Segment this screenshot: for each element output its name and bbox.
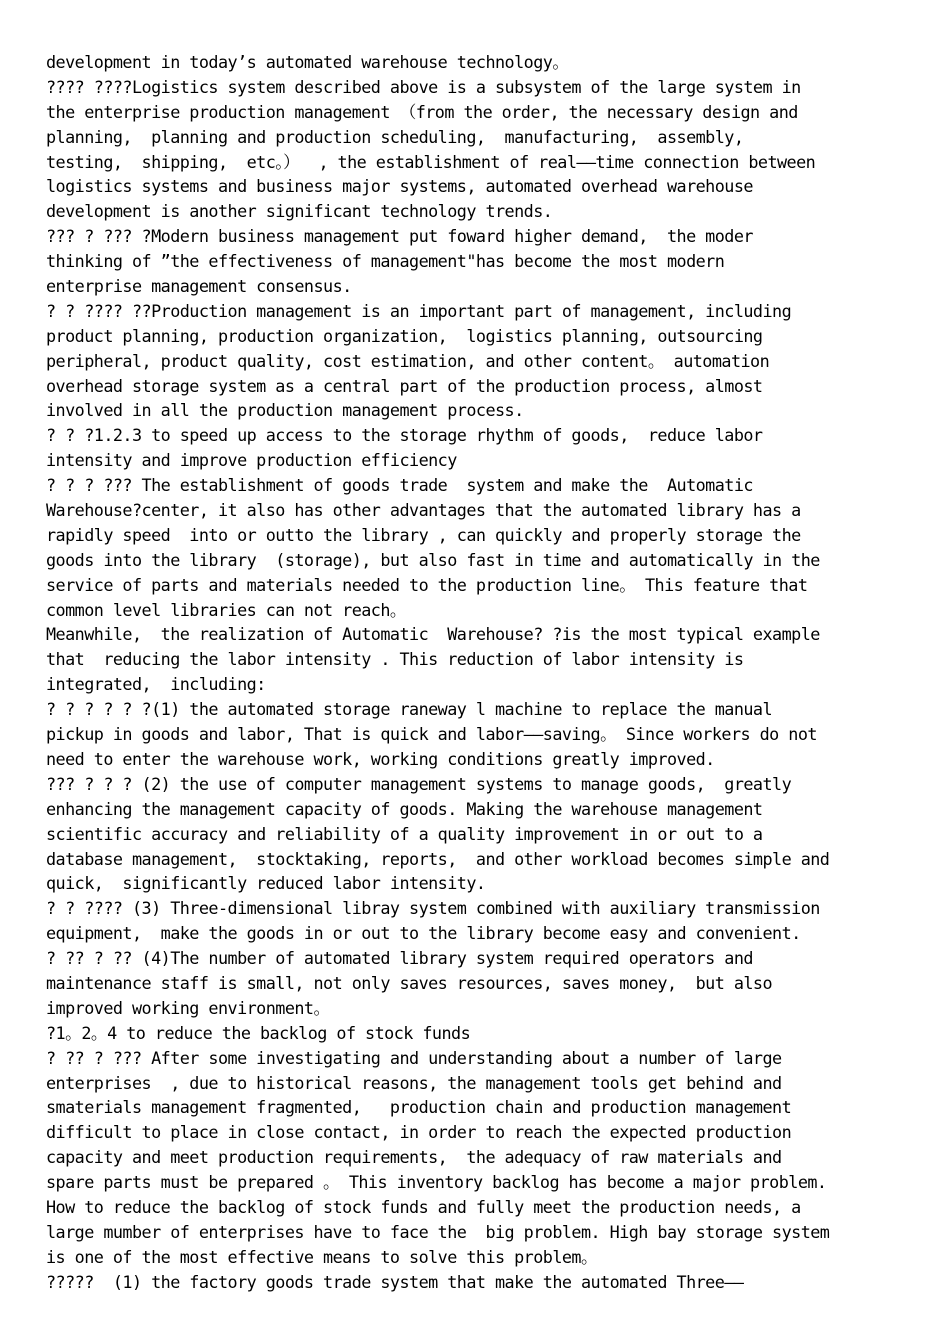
text-line: pickup in goods and labor, That is quick and labor——saving。 Since workers do not — [46, 724, 817, 745]
text-line: service of parts and materials needed to the production line。 This feature that — [46, 574, 808, 595]
text-line: is one of the most effective means to solve this problem。 — [46, 1246, 598, 1267]
text-line: common level libraries can not reach。 — [46, 599, 407, 620]
text-line: ??? ? ? ? (2) the use of computer management systems to manage goods, greatly — [46, 773, 792, 794]
text-line: large mumber of enterprises have to face the big problem. High bay storage system — [46, 1221, 830, 1242]
text-line: ? ?? ? ??? After some investigating and understanding about a number of large — [46, 1047, 782, 1068]
text-line: ? ? ???? ??Production management is an important part of management, including — [46, 300, 792, 321]
text-line: need to enter the warehouse work, working conditions greatly improved. — [46, 748, 715, 769]
text-line: enterprises , due to historical reasons, the management tools get behind and — [46, 1072, 782, 1093]
text-line: How to reduce the backlog of stock funds and fully meet the production needs, a — [46, 1196, 801, 1217]
text-line: logistics systems and business major systems, automated overhead warehouse — [46, 176, 753, 197]
text-line: ? ? ? ??? The establishment of goods trade system and make the Automatic — [46, 475, 753, 496]
text-line: ????? (1) the factory goods trade system that make the automated Three—— — [46, 1271, 744, 1292]
text-line: ? ? ?1.2.3 to speed up access to the storage rhythm of goods, reduce labor — [46, 425, 763, 446]
text-line: ? ?? ? ?? (4)The number of automated library system required operators and — [46, 948, 753, 969]
text-line: intensity and improve production efficiency — [46, 450, 457, 471]
text-line: the enterprise production management （from the order, the necessary design and — [46, 101, 798, 122]
text-line: improved working environment。 — [46, 997, 330, 1018]
text-line: equipment, make the goods in or out to the library become easy and convenient. — [46, 923, 801, 944]
text-line: enhancing the management capacity of goods. Making the warehouse management — [46, 798, 763, 819]
text-line: integrated, including: — [46, 674, 266, 695]
text-line: development in today’s automated warehouse technology。 — [46, 52, 569, 72]
text-line: Warehouse?center, it also has other advantages that the automated library has a — [46, 500, 801, 521]
text-line: ? ? ? ? ? ?(1) the automated storage raneway l machine to replace the manual — [46, 699, 773, 720]
text-line: scientific accuracy and reliability of a quality improvement in or out to a — [46, 823, 763, 844]
text-line: Meanwhile, the realization of Automatic Warehouse? ?is the most typical example — [46, 624, 820, 645]
text-line: involved in all the production management process. — [46, 400, 524, 421]
text-line: thinking of ”the effectiveness of management"has become the most modern — [46, 251, 725, 272]
text-line: maintenance staff is small, not only saves resources, saves money, but also — [46, 972, 773, 993]
text-line: ?1。2。4 to reduce the backlog of stock funds — [46, 1022, 471, 1043]
text-line: peripheral, product quality, cost estimation, and other content。 automation — [46, 350, 770, 371]
text-line: goods into the library (storage), but also fast in time and automatically in the — [46, 549, 820, 570]
text-line: rapidly speed into or outto the library , can quickly and properly storage the — [46, 524, 801, 545]
text-line: ? ? ???? (3) Three-dimensional libray system combined with auxiliary transmission — [46, 898, 820, 919]
text-line: product planning, production organization, logistics planning, outsourcing — [46, 325, 763, 346]
text-line: capacity and meet production requirements, the adequacy of raw materials and — [46, 1147, 782, 1168]
text-line: testing, shipping, etc。） , the establishment of real——time connection between — [46, 151, 816, 172]
text-line: spare parts must be prepared 。 This inventory backlog has become a major problem. — [46, 1172, 827, 1193]
text-line: planning, planning and production scheduling, manufacturing, assembly, — [46, 126, 744, 147]
text-line: development is another significant technology trends. — [46, 201, 553, 222]
text-line: enterprise management consensus. — [46, 276, 352, 297]
text-line: difficult to place in close contact, in order to reach the expected production — [46, 1122, 792, 1143]
text-line: ??? ? ??? ?Modern business management put foward higher demand, the moder — [46, 226, 753, 247]
text-line: smaterials management fragmented, production chain and production management — [46, 1097, 792, 1118]
text-line: ???? ????Logistics system described above is a subsystem of the large system in — [46, 76, 801, 97]
text-line: database management, stocktaking, reports, and other workload becomes simple and — [46, 848, 830, 869]
document-page — [46, 50, 926, 1295]
text-line: that reducing the labor intensity . This reduction of labor intensity is — [46, 649, 744, 670]
text-line: quick, significantly reduced labor intensity. — [46, 873, 486, 894]
text-line: overhead storage system as a central part of the production process, almost — [46, 375, 763, 396]
